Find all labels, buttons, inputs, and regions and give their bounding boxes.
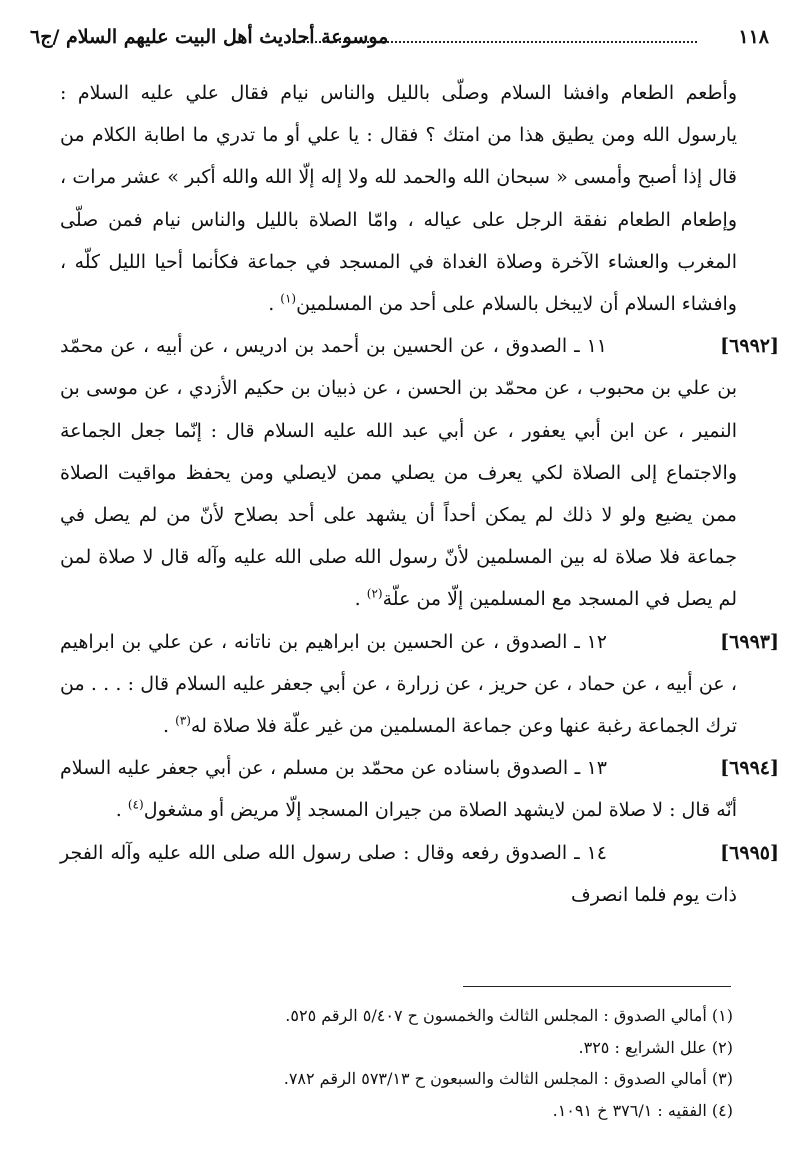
footnote-mark: (٢) (366, 587, 383, 602)
intro-paragraph: وأطعم الطعام وافشا السلام وصلّى بالليل والناس نيام فقال علي عليه السلام : يارسول الله ومن يطيق هذا من امتك ؟ فقال : يا علي أو ما تدري ما اطابة الكلام من قال إذا أصبح وأمسى « سبحان الله والحمد لله ولا إله إلّا الله والله أكبر » عشر مرات ، وإطعام الطعام نفقة الرجل على عياله ، وامّا الصلاة بالليل والناس نيام فمن صلّى المغرب والعشاء الآخرة وصلاة الغداة في المسجد في جماعة فكأنما أحيا الليل كلّه ، وافشاء السلام أن لايبخل بالسلام على أحد من المسلمين$^{(١)}$ . (60, 82, 737, 316)
hadith-number: [٦٩٩٣] (720, 630, 779, 653)
hadith-text: ١٣ ـ الصدوق باسناده عن محمّد بن مسلم ، عن أبي جعفر عليه السلام أنّه قال : لا صلاة لمن لايشهد الصلاة من جيران المسجد إلّا مريض أو مشغول (60, 757, 737, 822)
hadith-text: ١٤ ـ الصدوق رفعه وقال : صلى رسول الله صلى الله عليه وآله الفجر ذات يوم فلما انصرف (60, 841, 737, 906)
footnotes (60, 1000, 733, 1126)
footnote-item: (٢) علل الشرايع : ٣٢٥. (578, 1037, 733, 1057)
intro-paragraph-text: وأطعم الطعام وافشا السلام وصلّى بالليل والناس نيام فقال علي عليه السلام : يارسول الله ومن يطيق هذا من امتك ؟ فقال : يا علي أو ما تدري ما اطابة الكلام من قال إذا أصبح وأمسى « سبحان الله والحمد لله ولا إله إلّا الله والله أكبر » عشر مرات ، وإطعام الطعام نفقة الرجل على عياله ، وامّا الصلاة بالليل والناس نيام فمن صلّى المغرب والعشاء الآخرة وصلاة الغداة في المسجد في جماعة فكأنما أحيا الليل كلّه ، وافشاء السلام أن لايبخل بالسلام على أحد من المسلمين (60, 82, 737, 316)
footnote-divider (463, 986, 731, 987)
hadith-entry (60, 832, 779, 916)
footnote-mark: (٣) (175, 713, 191, 728)
page-number: ١١٨ (738, 26, 769, 48)
hadith-number: [٦٩٩٥] (720, 841, 779, 864)
hadith-entry: [٦٩٩٣] ١٢ ـ الصدوق ، عن الحسين بن ابراهيم بن ناتانه ، عن علي بن ابراهيم ، عن أبيه ، عن حماد ، عن حريز ، عن زرارة ، عن أبي جعفر عليه السلام قال : . . . من ترك الجماعة رغبة عنها وعن جماعة المسلمين من غير علّة فلا صلاة له$^{(٣)}$ . (60, 621, 737, 748)
running-header (30, 22, 769, 52)
footnote-item: (٣) أمالي الصدوق : المجلس الثالث والسبعون ح ٥٧٣/١٣ الرقم ٧٨٢. (283, 1069, 733, 1088)
hadith-number: [٦٩٩٢] (720, 335, 779, 358)
hadith-entry: [٦٩٩٢] ١١ ـ الصدوق ، عن الحسين بن أحمد بن ادريس ، عن أبيه ، عن محمّد بن علي بن محبوب ، عن محمّد بن الحسن ، عن ذبيان بن حكيم الأزدي ، عن موسى بن النمير ، عن ابن أبي يعفور ، عن أبي عبد الله عليه السلام قال : إنّما جعل الجماعة والاجتماع إلى الصلاة لكي يعرف من يصلي ممن لايصلي ومن يحفظ مواقيت الصلاة ممن يضيع ولو لا ذلك لم يمكن أحداً أن يشهد على أحد بصلاح لأنّ من لم يصل في جماعة فلا صلاة له بين المسلمين لأنّ رسول الله صلى الله عليه وآله قال لا صلاة لمن لم يصل في المسجد مع المسلمين إلّا من علّة$^{(٢)}$ . (60, 325, 737, 620)
footnote-mark: (١) (280, 291, 297, 306)
book-title: موسوعة أحاديث أهل البيت عليهم السلام /ج٦ (30, 26, 389, 48)
hadith-text: ١٢ ـ الصدوق ، عن الحسين بن ابراهيم بن ناتانه ، عن علي بن ابراهيم ، عن أبيه ، عن حماد ، عن حريز ، عن زرارة ، عن أبي جعفر عليه السلام قال : . . . من ترك الجماعة رغبة عنها وعن جماعة المسلمين من غير علّة فلا صلاة له (60, 630, 737, 738)
footnote-item: (١) أمالي الصدوق : المجلس الثالث والخمسون ح ٥/٤٠٧ الرقم ٥٢٥. (285, 1006, 733, 1025)
hadith-number: [٦٩٩٤] (720, 757, 779, 780)
hadith-text: ١١ ـ الصدوق ، عن الحسين بن أحمد بن ادريس ، عن أبيه ، عن محمّد بن علي بن محبوب ، عن محمّد بن الحسن ، عن ذبيان بن حكيم الأزدي ، عن موسى بن النمير ، عن ابن أبي يعفور ، عن أبي عبد الله عليه السلام قال : إنّما جعل الجماعة والاجتماع إلى الصلاة لكي يعرف من يصلي ممن لايصلي ومن يحفظ مواقيت الصلاة ممن يضيع ولو لا ذلك لم يمكن أحداً أن يشهد على أحد بصلاح لأنّ من لم يصل في جماعة فلا صلاة له بين المسلمين لأنّ رسول الله صلى الله عليه وآله قال لا صلاة لمن لم يصل في المسجد مع المسلمين إلّا من علّة (60, 335, 737, 611)
footnote-item: (٤) الفقيه : ٣٧٦/١ خ ١٠٩١. (552, 1100, 733, 1120)
hadith-entry: [٦٩٩٤] ١٣ ـ الصدوق باسناده عن محمّد بن مسلم ، عن أبي جعفر عليه السلام أنّه قال : لا صلاة لمن لايشهد الصلاة من جيران المسجد إلّا مريض أو مشغول$^{(٤)}$ . (60, 747, 737, 831)
footnote-mark: (٤) (127, 798, 144, 813)
main-text (60, 72, 779, 916)
